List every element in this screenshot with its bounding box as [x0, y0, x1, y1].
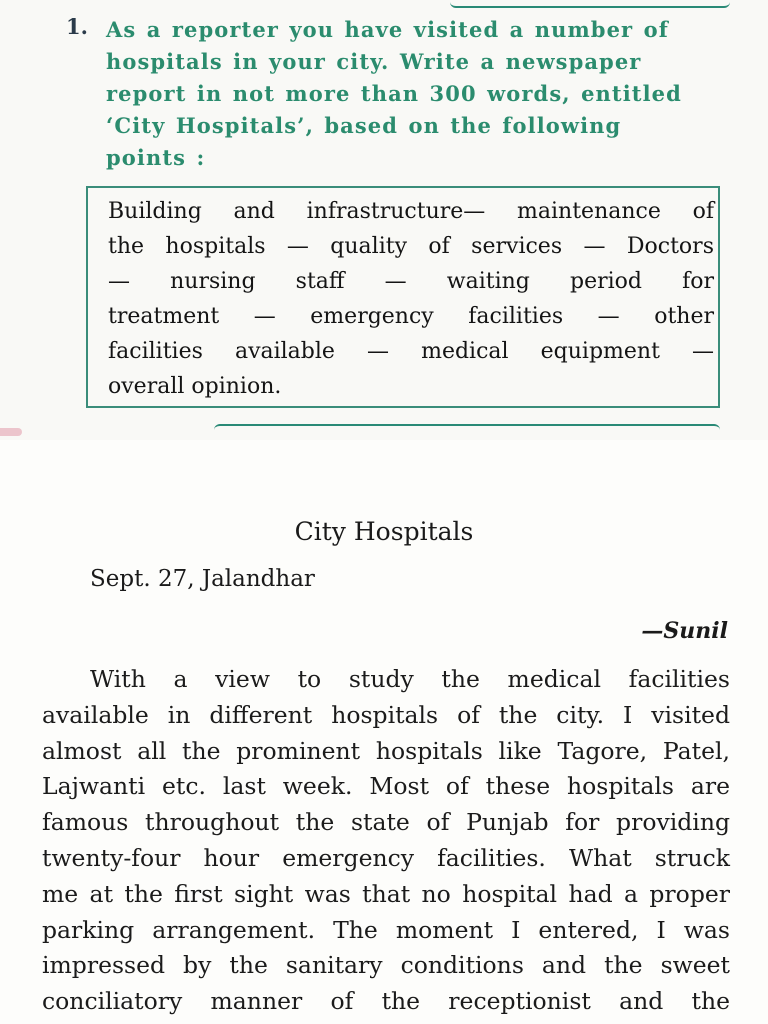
question-line: As a reporter you have visited a number of: [106, 17, 669, 42]
body-line: almost all the prominent hospitals like Tagore, Patel,: [42, 736, 730, 765]
body-line: conciliatory manner of the receptionist and the: [42, 987, 730, 1016]
question-line: hospitals in your city. Write a newspaper: [106, 49, 642, 74]
points-line: treatment — emergency facilities — other: [108, 304, 714, 329]
points-line: Building and infrastructure— maintenance of: [108, 199, 714, 224]
question-number: 1.: [66, 14, 88, 39]
body-line: me at the first sight was that no hospital had a proper: [42, 879, 730, 908]
body-line: famous throughout the state of Punjab for providing: [42, 808, 730, 837]
answer-dateline: Sept. 27, Jalandhar: [90, 566, 315, 592]
body-line: impressed by the sanitary conditions and the sweet: [42, 951, 730, 980]
question-text: [106, 14, 720, 174]
question-line: points :: [106, 145, 206, 170]
answer-byline: —Sunil: [641, 618, 728, 644]
points-line: overall opinion.: [108, 374, 282, 399]
answer-title: City Hospitals: [294, 517, 474, 546]
bottom-decorative-rule: [214, 424, 720, 430]
question-line: ‘City Hospitals’, based on the following: [106, 113, 622, 138]
points-text: [108, 194, 714, 404]
body-line: available in different hospitals of the city. I visited: [42, 700, 730, 729]
body-line: Lajwanti etc. last week. Most of these hospitals are: [42, 772, 730, 801]
top-decorative-rule: [450, 0, 730, 8]
answer-body: [42, 662, 730, 1020]
body-line: parking arrangement. The moment I entered, I was: [42, 915, 730, 944]
page-edge-mark: [0, 428, 22, 436]
points-line: the hospitals — quality of services — Doctors: [108, 234, 714, 259]
body-line: With a view to study the medical facilities: [90, 665, 730, 693]
points-line: facilities available — medical equipment —: [108, 339, 714, 364]
points-line: — nursing staff — waiting period for: [108, 269, 714, 294]
question-line: report in not more than 300 words, entitled: [106, 81, 682, 106]
body-line: twenty-four hour emergency facilities. What struck: [42, 843, 730, 872]
